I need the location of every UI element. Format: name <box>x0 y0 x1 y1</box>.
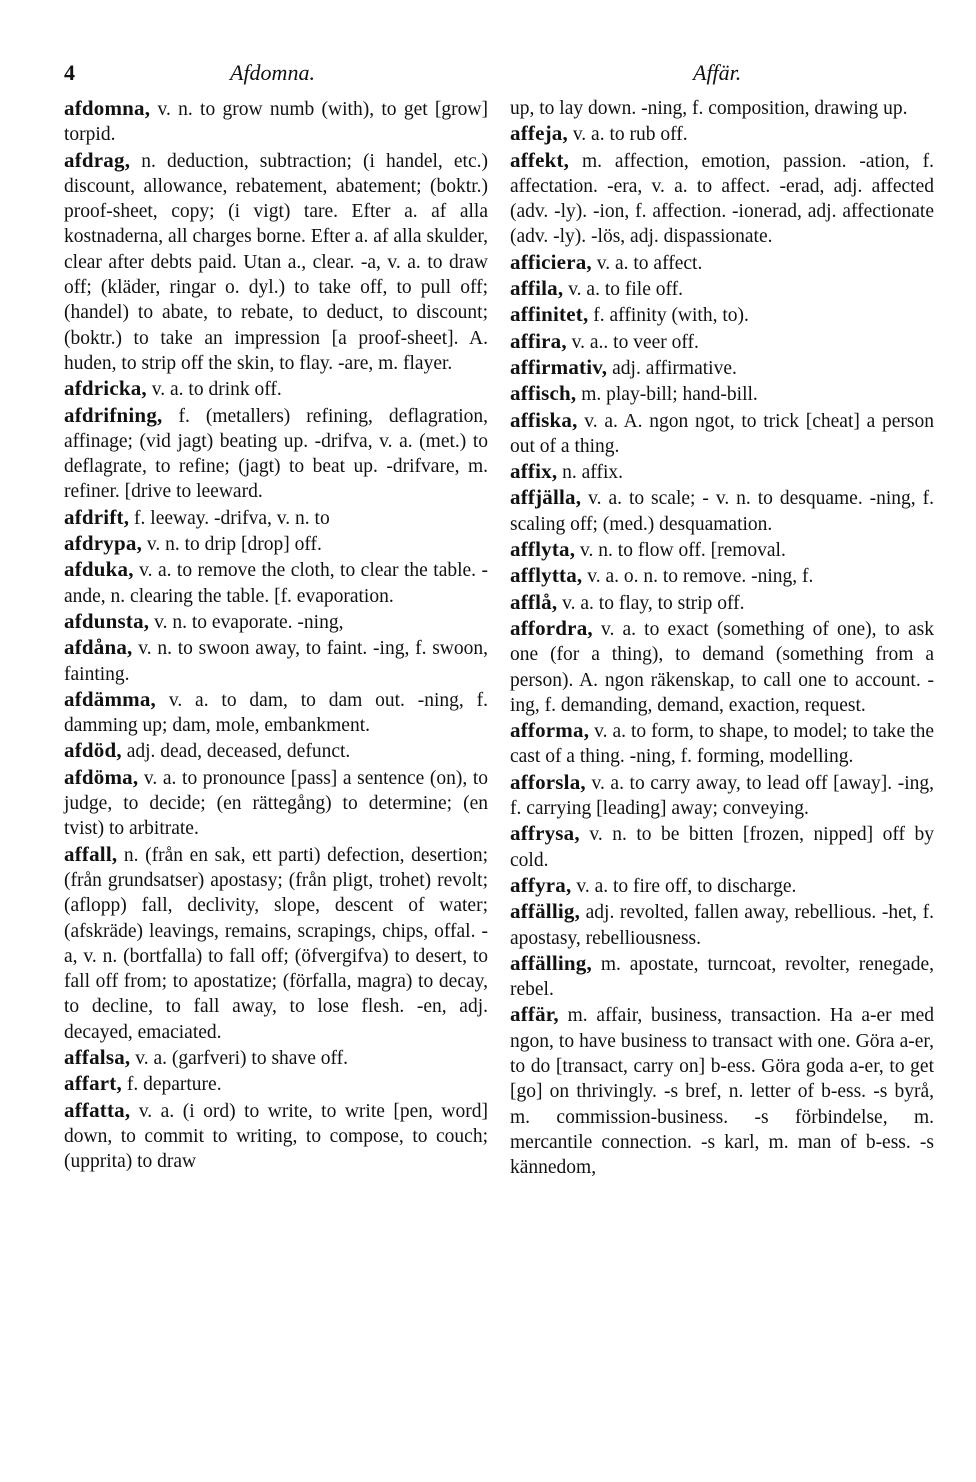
entry-headword: afdricka, <box>64 376 147 401</box>
entry-definition: v. n. to flow off. [removal. <box>575 540 786 562</box>
entry-headword: affekt, <box>510 147 570 172</box>
entry-headword: affinitet, <box>510 302 589 327</box>
entry-definition: v. a. o. n. to remove. -ning, f. <box>582 566 814 588</box>
entry-headword: afflå, <box>510 589 558 614</box>
entry-definition: v. a. to remove the cloth, to clear the table. -ande, n. clearing the table. [f. evaporation. <box>64 560 488 607</box>
entry-headword: afdrifning, <box>64 402 163 427</box>
dictionary-entry <box>64 635 488 687</box>
dictionary-entry <box>510 899 934 951</box>
left-column <box>64 96 488 1174</box>
entry-headword: afdrift, <box>64 504 130 529</box>
dictionary-entry <box>510 459 934 485</box>
entry-definition: v. a. to file off. <box>563 279 683 301</box>
entry-definition: m. affair, business, transaction. Ha a-er med ngon, to have business to transact with one. Göra a-er, to do [transact, carry on] b-ess. Göra goda a-er, to get [go] on thrivingly. -s bref, n. letter of b-ess. -s byrå, m. commission-business. -s förbindelse, m. mercantile connection. -s karl, m. man of b-ess. -s kännedom, <box>510 1005 934 1179</box>
entry-headword: afficiera, <box>510 249 592 274</box>
entry-headword: afforma, <box>510 718 590 743</box>
entry-definition: v. a. (garfveri) to shave off. <box>130 1047 349 1069</box>
entry-headword: afdåna, <box>64 635 133 660</box>
entry-definition: v. a. (i ord) to write, to write [pen, word] down, to commit to writing, to compose, to couch; (upprita) to draw <box>64 1100 488 1173</box>
dictionary-entry <box>510 96 934 121</box>
dictionary-entry <box>510 355 934 381</box>
dictionary-entry <box>510 873 934 899</box>
dictionary-entry <box>64 765 488 842</box>
dictionary-entry <box>510 381 934 407</box>
dictionary-entry <box>64 148 488 377</box>
entry-headword: affira, <box>510 328 567 353</box>
entry-headword: affeja, <box>510 121 568 146</box>
entry-definition: v. a. to drink off. <box>146 379 282 401</box>
entry-headword: affär, <box>510 1002 559 1027</box>
dictionary-entry <box>64 609 488 635</box>
entry-headword: afdöd, <box>64 738 122 763</box>
entry-headword: afforsla, <box>510 769 586 794</box>
entry-headword: afflytta, <box>510 563 583 588</box>
entry-definition: f. leeway. -drifva, v. n. to <box>129 507 330 529</box>
dictionary-entry <box>510 563 934 589</box>
entry-headword: afdöma, <box>64 764 139 789</box>
entry-definition: v. a. to pronounce [pass] a sentence (on), to judge, to decide; (en rättegång) to determine; (en tvist) to arbitrate. <box>64 767 488 840</box>
dictionary-entry <box>64 376 488 402</box>
dictionary-entry <box>510 329 934 355</box>
entry-headword: affällig, <box>510 899 581 924</box>
entry-headword: affall, <box>64 841 118 866</box>
entry-definition: v. n. to grow numb (with), to get [grow] torpid. <box>64 99 488 146</box>
entry-definition: v. a. to affect. <box>591 252 703 274</box>
entry-headword: afdomna, <box>64 96 151 120</box>
entry-definition: up, to lay down. -ning, f. composition, drawing up. <box>510 98 908 119</box>
entry-definition: f. (metallers) refining, deflagration, affinage; (vid jagt) beating up. -drifva, v. a. (met.) to deflagrate, to refine; (jagt) to beat up. -drifvare, m. refiner. [drive to leeward. <box>64 405 488 503</box>
dictionary-entry <box>510 718 934 770</box>
entry-headword: affalsa, <box>64 1044 131 1069</box>
entry-definition: f. departure. <box>121 1074 222 1096</box>
dictionary-entry <box>510 148 934 250</box>
dictionary-entry <box>64 96 488 148</box>
entry-definition: v. a. to scale; - v. n. to desquame. -ning, f. scaling off; (med.) desquamation. <box>510 488 934 535</box>
right-column <box>510 96 934 1180</box>
entry-definition: m. affection, emotion, passion. -ation, f. affectation. -era, v. a. to affect. -erad, adj. affected (adv. -ly). -ion, f. affection. -ionerad, adj. affectionate (adv. -ly). -lös, adj. dispassionate. <box>510 150 934 248</box>
page-number: 4 <box>64 60 75 85</box>
entry-definition: v. a. to carry away, to lead off [away]. -ing, f. carrying [leading] away; conveying. <box>510 772 934 820</box>
entry-headword: affila, <box>510 276 564 301</box>
dictionary-entry <box>64 738 488 764</box>
dictionary-entry <box>64 403 488 505</box>
dictionary-entry <box>64 1045 488 1071</box>
dictionary-entry <box>510 121 934 147</box>
entry-headword: afdämma, <box>64 686 157 711</box>
entry-definition: adj. revolted, fallen away, rebellious. -het, f. apostasy, rebelliousness. <box>510 902 934 949</box>
entry-definition: v. a. to fire off, to discharge. <box>571 875 797 897</box>
dictionary-entry <box>510 408 934 460</box>
entry-definition: n. affix. <box>557 462 623 484</box>
entry-headword: affordra, <box>510 615 593 640</box>
entry-headword: affisch, <box>510 381 577 406</box>
entry-definition: v. a. to flay, to strip off. <box>557 592 745 614</box>
dictionary-entry <box>510 590 934 616</box>
entry-definition: v. n. to evaporate. -ning, <box>149 611 344 633</box>
entry-headword: affälling, <box>510 950 592 975</box>
dictionary-entry <box>510 302 934 328</box>
entry-headword: afdrag, <box>64 147 131 172</box>
entry-headword: affrysa, <box>510 821 580 846</box>
entry-definition: n. (från en sak, ett parti) defection, desertion; (från grundsatser) apostasy; (från pligt, trohet) revolt; (aflopp) fall, declivity, slope, descent of water; (afskräde) leavings, remains, scrapings, chips, offal. -a, v. n. (bortfalla) to fall off; (öfvergifva) to desert, to fall off from; to apostatize; (förfalla, magra) to decay, to decline, to fall away, to lose flesh. -en, adj. decayed, emaciated. <box>64 844 488 1043</box>
entry-headword: affix, <box>510 459 558 484</box>
entry-definition: v. n. to swoon away, to faint. -ing, f. swoon, fainting. <box>64 638 488 685</box>
left-running-head: Afdomna. <box>230 60 315 85</box>
entry-definition: v. a. to rub off. <box>567 124 688 146</box>
entry-definition: adj. dead, deceased, defunct. <box>121 741 351 763</box>
entry-definition: n. deduction, subtraction; (i handel, etc.) discount, allowance, rebatement, abatement; (boktr.) proof-sheet, copy; (i vigt) tare. Efter a. af alla kostnaderna, all charges borne. Efter a. af alla skulder, clear after debts paid. Utan a., clear. -a, v. a. to draw off; (kläder, ringar o. dyl.) to take off, to pull off; (handel) to abate, to rebate, to deduct, to discount; (boktr.) to take an impression [a proof-sheet]. A. huden, to strip off the skin, to flay. -are, m. flayer. <box>64 150 488 374</box>
entry-definition: v. a. to form, to shape, to model; to take the cast of a thing. -ning, f. forming, modelling. <box>510 721 934 768</box>
entry-headword: affiska, <box>510 407 578 432</box>
dictionary-entry <box>64 1098 488 1175</box>
entry-headword: affjälla, <box>510 485 582 510</box>
dictionary-entry <box>510 770 934 822</box>
entry-definition: v. a.. to veer off. <box>566 331 699 353</box>
right-running-head: Affär. <box>693 60 742 85</box>
dictionary-entry <box>64 687 488 739</box>
entry-headword: affyra, <box>510 872 572 897</box>
entry-headword: afduka, <box>64 557 134 582</box>
dictionary-entry <box>510 1002 934 1180</box>
entry-definition: v. a. A. ngon ngot, to trick [cheat] a person out of a thing. <box>510 410 934 457</box>
dictionary-entry <box>64 842 488 1045</box>
entry-definition: m. play-bill; hand-bill. <box>576 384 758 406</box>
entry-headword: affart, <box>64 1071 122 1096</box>
entry-headword: affatta, <box>64 1097 131 1122</box>
entry-headword: afdrypa, <box>64 531 143 556</box>
running-header <box>0 60 976 90</box>
entry-definition: adj. affirmative. <box>607 357 737 379</box>
entry-headword: afdunsta, <box>64 608 150 633</box>
entry-headword: afflyta, <box>510 537 576 562</box>
dictionary-entry <box>64 531 488 557</box>
dictionary-entry <box>64 505 488 531</box>
dictionary-entry <box>510 537 934 563</box>
dictionary-entry <box>510 250 934 276</box>
dictionary-entry <box>510 276 934 302</box>
dictionary-entry <box>510 485 934 537</box>
dictionary-entry <box>64 1071 488 1097</box>
dictionary-entry <box>64 557 488 609</box>
entry-headword: affirmativ, <box>510 354 608 379</box>
dictionary-entry <box>510 616 934 718</box>
entry-definition: v. a. to dam, to dam out. -ning, f. damming up; dam, mole, embankment. <box>64 689 488 737</box>
entry-definition: m. apostate, turncoat, revolter, renegade, rebel. <box>510 953 934 1001</box>
entry-definition: v. n. to drip [drop] off. <box>142 534 322 556</box>
entry-definition: v. a. to exact (something of one), to ask one (for a thing), to demand (something from a person). A. ngon räkenskap, to call one to account. -ing, f. demanding, demand, exaction, request. <box>510 618 934 716</box>
entry-definition: f. affinity (with, to). <box>588 305 749 327</box>
entry-definition: v. n. to be bitten [frozen, nipped] off by cold. <box>510 824 934 871</box>
dictionary-entry <box>510 821 934 873</box>
dictionary-entry <box>510 951 934 1003</box>
